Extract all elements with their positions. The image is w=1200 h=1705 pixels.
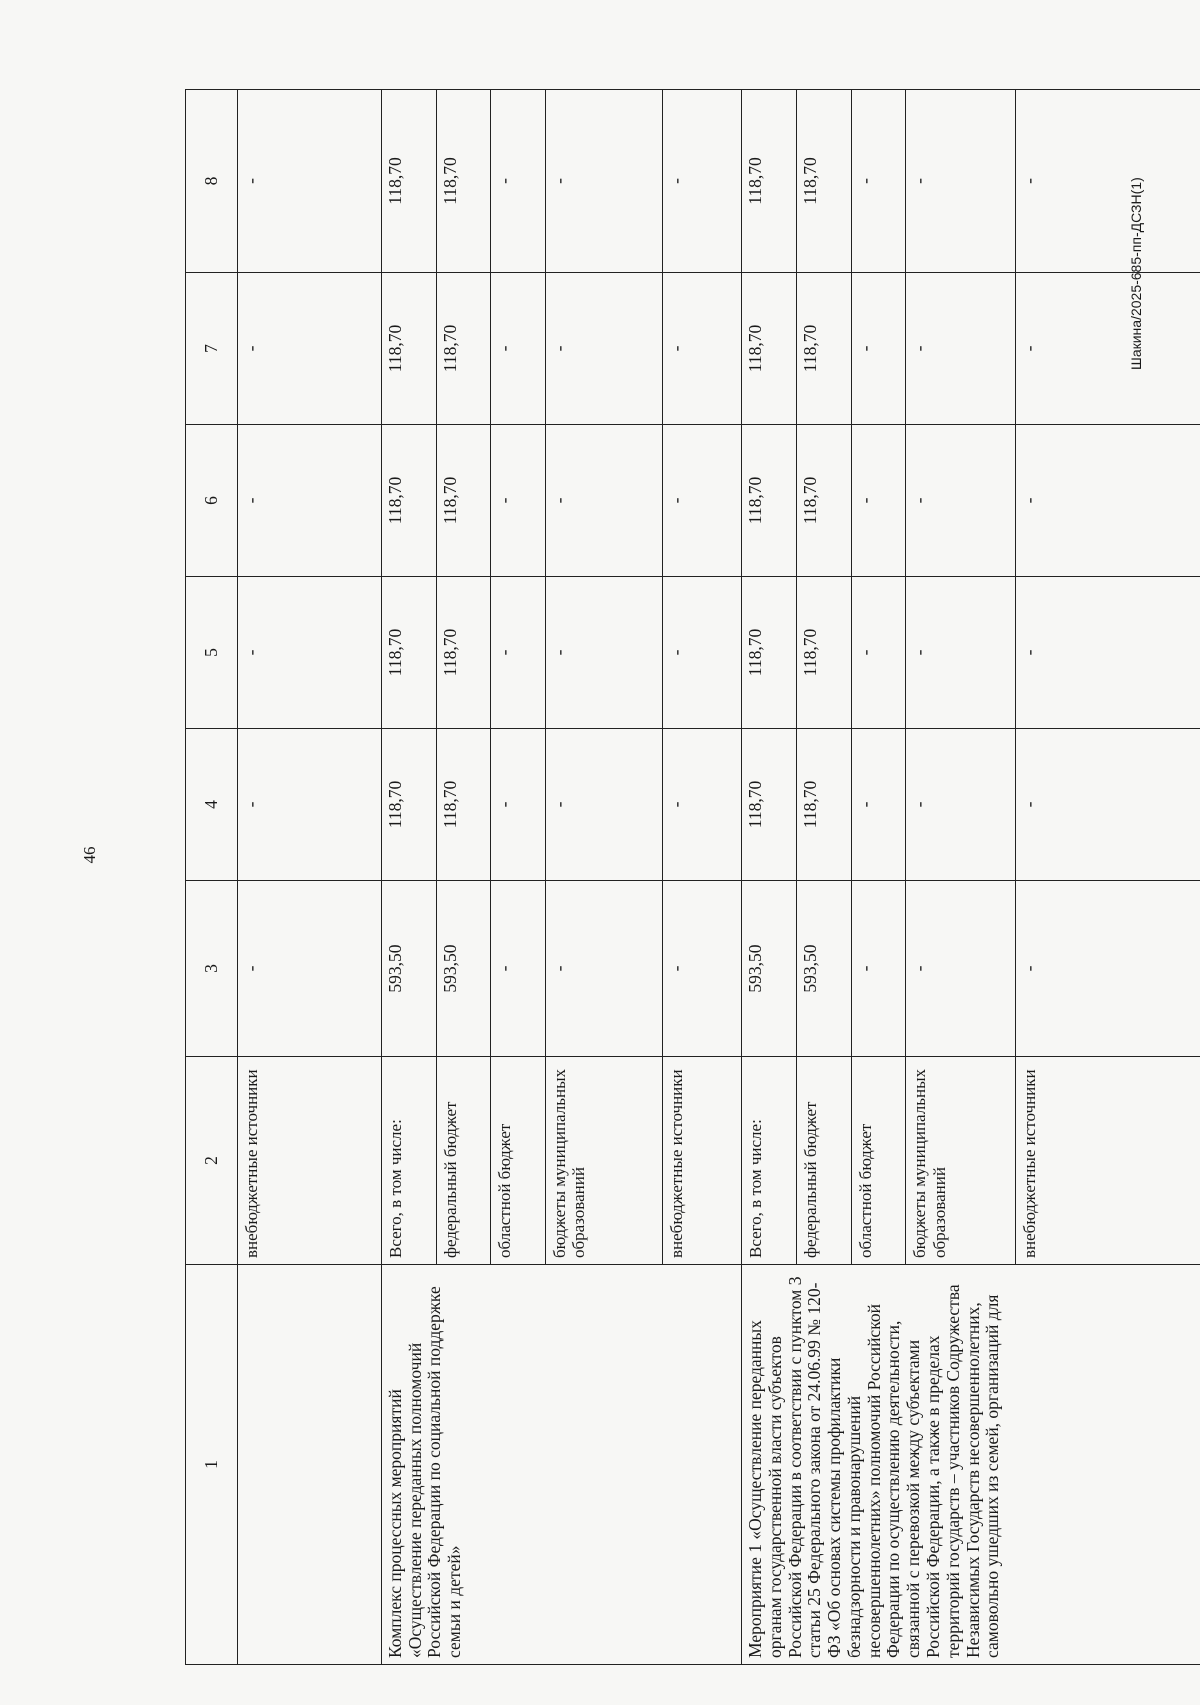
value-cell: - [851, 425, 906, 577]
value-cell: 118,70 [436, 577, 491, 729]
header-cell: 6 [186, 425, 238, 577]
document-code: Шакина/2025-685-пп-ДСЗН(1) [1128, 177, 1144, 370]
value-cell: 118,70 [742, 273, 797, 425]
value-cell: 118,70 [381, 577, 436, 729]
value-cell: 593,50 [742, 881, 797, 1057]
header-row [186, 90, 238, 1665]
funding-source-cell: внебюджетные источники [238, 1057, 382, 1265]
value-cell: - [1015, 577, 1200, 729]
header-cell: 1 [186, 1265, 238, 1665]
value-cell: - [491, 273, 546, 425]
value-cell: - [546, 90, 663, 273]
value-cell: - [851, 881, 906, 1057]
value-cell: 118,70 [436, 90, 491, 273]
page-number: 46 [80, 846, 99, 864]
value-cell: - [491, 90, 546, 273]
value-cell: 118,70 [742, 90, 797, 273]
value-cell: 118,70 [742, 729, 797, 881]
value-cell: 118,70 [381, 273, 436, 425]
funding-source-cell: Всего, в том числе: [381, 1057, 436, 1265]
header-cell: 4 [186, 729, 238, 881]
value-cell: - [662, 577, 741, 729]
value-cell: 118,70 [796, 425, 851, 577]
value-cell: 118,70 [381, 90, 436, 273]
value-cell: 118,70 [381, 729, 436, 881]
value-cell: - [851, 729, 906, 881]
value-cell: 118,70 [796, 90, 851, 273]
table-row [381, 90, 436, 1665]
funding-source-cell: федеральный бюджет [796, 1057, 851, 1265]
value-cell: - [662, 273, 741, 425]
value-cell: 118,70 [436, 425, 491, 577]
value-cell: - [491, 425, 546, 577]
value-cell: - [662, 90, 741, 273]
value-cell: - [1015, 425, 1200, 577]
program-name-cell: Комплекс процессных мероприятий «Осуществление переданных полномочий Российской Федерации по социальной поддержке семьи и детей» [381, 1265, 741, 1665]
value-cell: - [851, 577, 906, 729]
value-cell: 118,70 [742, 577, 797, 729]
value-cell: - [491, 881, 546, 1057]
value-cell: - [906, 577, 1016, 729]
value-cell: - [491, 577, 546, 729]
value-cell: 118,70 [796, 729, 851, 881]
value-cell: 593,50 [796, 881, 851, 1057]
value-cell: - [662, 881, 741, 1057]
value-cell: 118,70 [381, 425, 436, 577]
program-cell [238, 1265, 382, 1665]
funding-source-cell: бюджеты муниципальных образований [546, 1057, 663, 1265]
value-cell: - [851, 90, 906, 273]
value-cell: - [662, 729, 741, 881]
header-cell: 3 [186, 881, 238, 1057]
value-cell: - [238, 577, 382, 729]
value-cell: 593,50 [436, 881, 491, 1057]
value-cell: - [851, 273, 906, 425]
value-cell: 118,70 [796, 577, 851, 729]
header-cell: 8 [186, 90, 238, 273]
value-cell: - [238, 729, 382, 881]
funding-source-cell: федеральный бюджет [436, 1057, 491, 1265]
value-cell: - [546, 881, 663, 1057]
header-cell: 7 [186, 273, 238, 425]
value-cell: - [546, 729, 663, 881]
value-cell: - [238, 90, 382, 273]
value-cell: - [238, 881, 382, 1057]
value-cell: - [1015, 881, 1200, 1057]
value-cell: 118,70 [436, 273, 491, 425]
value-cell: - [906, 729, 1016, 881]
value-cell: - [546, 425, 663, 577]
funding-source-cell: внебюджетные источники [1015, 1057, 1200, 1265]
funding-source-cell: внебюджетные источники [662, 1057, 741, 1265]
value-cell: 118,70 [742, 425, 797, 577]
funding-source-cell: областной бюджет [851, 1057, 906, 1265]
budget-table [185, 89, 1200, 1665]
value-cell: - [662, 425, 741, 577]
rotated-table-container [185, 90, 1200, 1665]
value-cell: - [1015, 90, 1200, 273]
table-row [238, 90, 382, 1665]
header-cell: 2 [186, 1057, 238, 1265]
value-cell: - [1015, 729, 1200, 881]
value-cell: - [906, 881, 1016, 1057]
value-cell: 118,70 [796, 273, 851, 425]
value-cell: 593,50 [381, 881, 436, 1057]
header-cell: 5 [186, 577, 238, 729]
value-cell: - [238, 273, 382, 425]
value-cell: - [906, 425, 1016, 577]
table-row [742, 90, 797, 1665]
value-cell: - [546, 273, 663, 425]
value-cell: - [906, 273, 1016, 425]
funding-source-cell: областной бюджет [491, 1057, 546, 1265]
value-cell: - [546, 577, 663, 729]
value-cell: - [238, 425, 382, 577]
value-cell: - [1015, 273, 1200, 425]
funding-source-cell: Всего, в том числе: [742, 1057, 797, 1265]
value-cell: - [491, 729, 546, 881]
value-cell: 118,70 [436, 729, 491, 881]
program-name-cell: Мероприятие 1 «Осуществление переданных органам государственной власти субъектов Российской Федерации в соответствии с пунктом 3 статьи 25 Федерального закона от 24.06.99 № 120-ФЗ «Об основах системы профилактики безнадзорности и правонарушений несовершеннолетних» полномочий Российской Федерации по осуществлению деятельности, связанной с перевозкой между субъектами Российской Федерации, а также в пределах территорий государств – участников Содружества Независимых Государств несовершеннолетних, самовольно ушедших из семей, организаций для [742, 1265, 1200, 1665]
value-cell: - [906, 90, 1016, 273]
funding-source-cell: бюджеты муниципальных образований [906, 1057, 1016, 1265]
